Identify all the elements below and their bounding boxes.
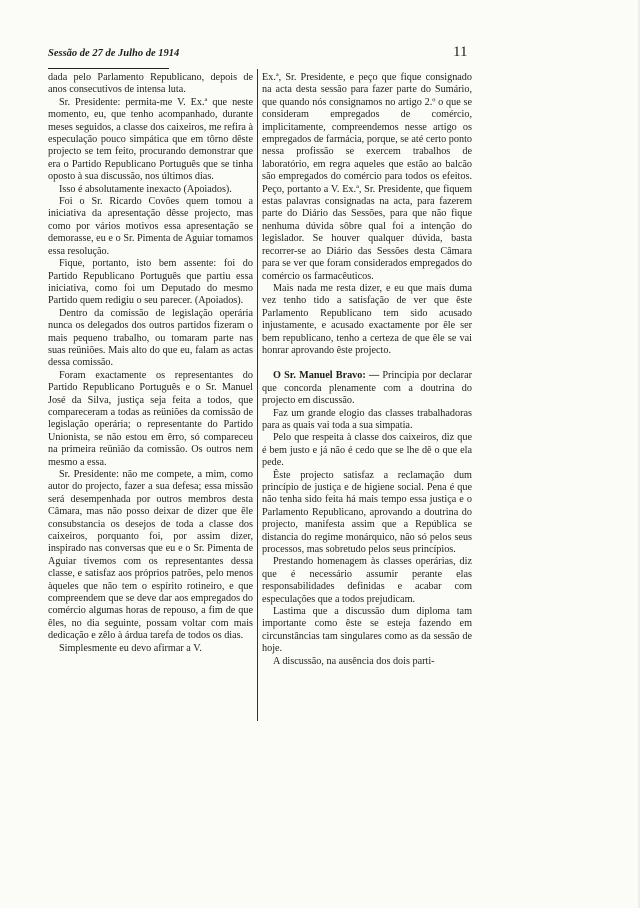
paragraph: Mais nada me resta dizer, e eu que mais duma vez tenho tido a satisfação de ver que êste Parlamento Republicano tem sido acusado injustamente, e acusado exactamente por êle ser bem republicano, tenho a certeza de que êle se vai honrar aprovando êste projecto. bbox=[262, 282, 472, 356]
paragraph: Isso é absolutamente inexacto (Apoiados). bbox=[59, 183, 232, 195]
paragraph: Prestando homenagem às classes operárias, diz que é necessário assumir perante elas responsabilidades definidas e acabar com especulações que a todos prejudicam. bbox=[262, 556, 472, 605]
paragraph: Sr. Presidente: não me compete, a mim, como autor do projecto, fazer a sua defesa; essa missão será desempenhada por outros membros desta Câmara, mas não posso deixar de dizer que êle consubstancia os desejos de toda a classe dos caixeiros, porquanto foi, por assim dizer, inspirado nas conversas que eu e o Sr. Pimenta de Aguiar tivemos com os representantes dessa classe, e satisfaz aos próprios patrões, pelo menos àqueles que não tem o espírito rotineiro, e que compreendem que se deve dar aos empregados do comércio algumas horas de repouso, a fim de que êles, no dia seguinte, possam voltar com mais dedicação e zêlo à árdua tarefa de todos os dias. bbox=[48, 469, 253, 642]
header-rule bbox=[48, 68, 169, 69]
paragraph: dada pelo Parlamento Republicano, depois de anos consecutivos de intensa luta. bbox=[48, 72, 253, 96]
right-column bbox=[262, 72, 472, 668]
paragraph: Faz um grande elogio das classes trabalhadoras para as quais vai toda a sua simpatia. bbox=[262, 407, 472, 431]
paragraph: Foram exactamente os representantes do Partido Republicano Português e o Sr. Manuel José da Silva, justiça seja feita a todos, que compareceram a todas as reüniões da comissão de legislação operária; o representante do Partido Unionista, se não estou em êrro, só compareceu na primeira reünião da comissão. Os outros nem mesmo a essa. bbox=[48, 369, 253, 468]
speaker-name: O Sr. Manuel Bravo: — bbox=[273, 370, 380, 382]
speaker-paragraph bbox=[262, 370, 472, 407]
paragraph: Dentro da comissão de legislação operária nunca os delegados dos outros partidos fizeram o mais pequeno trabalho, ou tomaram parte nas suas reüniões. Mais alto do que eu, falam as actas dessa comissão. bbox=[48, 307, 253, 369]
speaker-text: Principia por declarar que concorda plenamente com a doutrina do projecto em discussão. bbox=[262, 370, 472, 407]
paragraph: Sr. Presidente: permita-me V. Ex.ª que neste momento, eu, que tenho acompanhado, durante meses seguidos, a classe dos caixeiros, me refira à especulação pouco simpática que em tôrno dêste projecto se tem feito, procurando demonstrar que era o Partido Republicano Português que se tinha oposto à sua discussão, nos últimos dias. bbox=[48, 96, 253, 183]
paragraph: Simplesmente eu devo afirmar a V. bbox=[59, 642, 202, 654]
paragraph: Fique, portanto, isto bem assente: foi do Partido Republicano Português que partiu essa iniciativa, como foi um Deputado do mesmo Partido quem redigiu o seu parecer. (Apoiados). bbox=[48, 258, 253, 307]
page-header bbox=[48, 44, 475, 68]
paragraph: A discussão, na ausência dos dois parti- bbox=[273, 655, 435, 667]
left-column bbox=[48, 72, 253, 655]
session-title: Sessão de 27 de Julho de 1914 bbox=[48, 48, 180, 59]
page-number: 11 bbox=[453, 44, 468, 60]
paragraph: Lastima que a discussão dum diploma tam importante como êste se esteja fazendo em circunstâncias tam singulares como as da sessão de hoje. bbox=[262, 606, 472, 655]
paragraph: Foi o Sr. Ricardo Covões quem tomou a iniciativa da apresentação dêsse projecto, mas como por vários motivos essa apresentação se demorasse, eu e o Sr. Pimenta de Aguiar tomamos essa resolução. bbox=[48, 196, 253, 257]
paragraph: Êste projecto satisfaz a reclamação dum princípio de justiça e de higiene social. Pena é que não tenha sido feita há mais tempo essa justiça e o Parlamento Republicano, aprovando a doutrina do projecto, manifesta assim que a República se distancia do regime monárquico, não só pelos seus processos, mas sobretudo pelos seus princípios. bbox=[262, 469, 472, 556]
paragraph: Pelo que respeita à classe dos caixeiros, diz que é bem justo e já não é cedo que se lhe dê o que ela pede. bbox=[262, 432, 472, 469]
column-divider bbox=[257, 69, 258, 721]
paragraph: Ex.ª, Sr. Presidente, e peço que fique consignado na acta desta sessão para fazer parte do Sumário, que quando nós consignamos no artigo 2.º o que se consideram empregados de comércio, implicitamente, compreendemos nesse artigo os empregados de farmácia, porque, se até certo ponto nessa profissão se exercem trabalhos de laboratório, em regra aqueles que estão ao balcão são empregados do comércio para todos os efeitos. Peço, portanto a V. Ex.ª, Sr. Presidente, que fiquem estas palavras consignadas na acta, para fazerem parte do Diário das Sessões, para que não fique nenhuma dúvida sôbre qual foi a intenção do legislador. Se houver qualquer dúvida, basta recorrer-se ao Diário das Sessões desta Câmara para se ver que foram considerados empregados do comércio os farmacêuticos. bbox=[262, 72, 472, 282]
